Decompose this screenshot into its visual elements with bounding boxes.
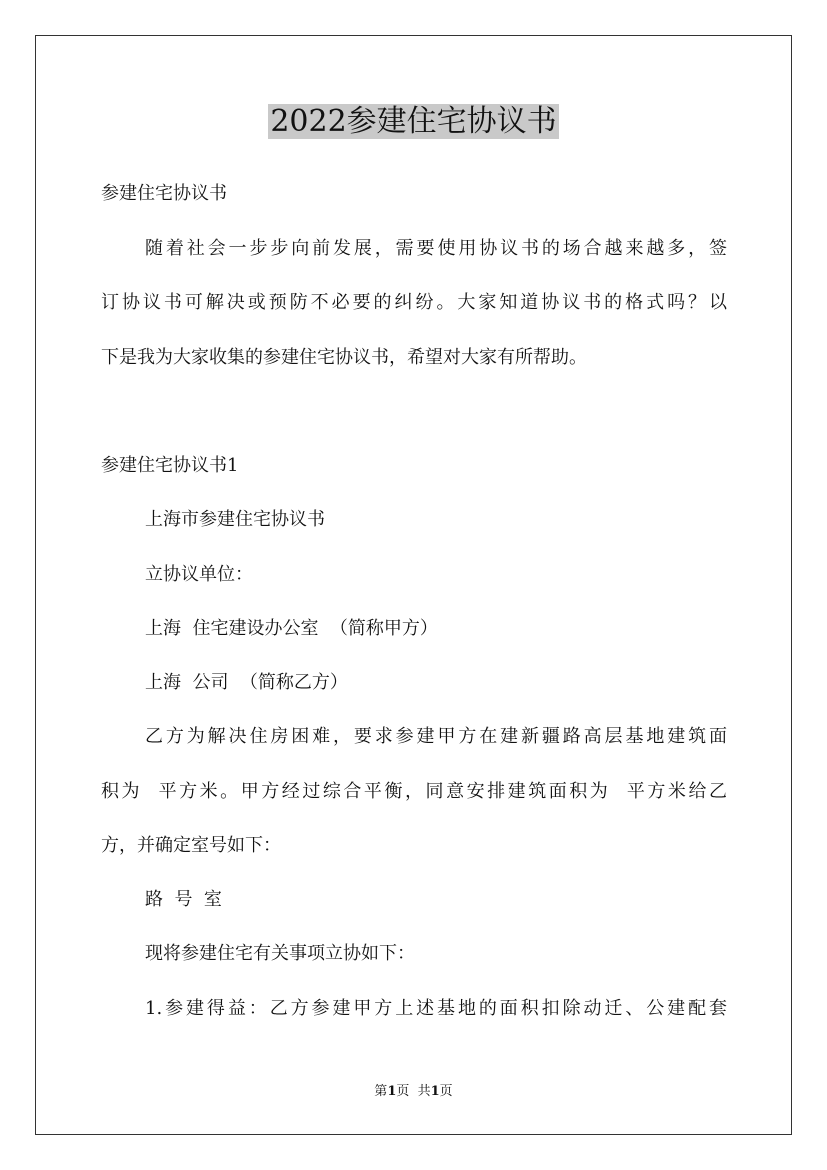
- page-footer: 第1页 共1页: [374, 1084, 453, 1099]
- paragraph-line: 随着社会一步步向前发展，需要使用协议书的场合越来越多，签: [145, 238, 727, 259]
- paragraph-line: 上海 住宅建设办公室 （简称甲方）: [145, 618, 438, 639]
- paragraph-line: 现将参建住宅有关事项立协如下：: [145, 943, 415, 964]
- page-number: 1: [387, 1084, 397, 1099]
- paragraph-line: 方，并确定室号如下：: [101, 835, 281, 856]
- paragraph-line: 立协议单位：: [145, 564, 253, 585]
- paragraph-line: 积为 平方米。甲方经过综合平衡，同意安排建筑面积为 平方米给乙: [101, 781, 727, 802]
- paragraph-line: 上海市参建住宅协议书: [145, 509, 325, 530]
- paragraph-line: 订协议书可解决或预防不必要的纠纷。大家知道协议书的格式吗？以: [101, 292, 727, 313]
- paragraph-line: 1.参建得益：乙方参建甲方上述基地的面积扣除动迁、公建配套: [145, 998, 727, 1019]
- paragraph-line: 路 号 室: [145, 889, 222, 910]
- paragraph-line: 下是我为大家收集的参建住宅协议书，希望对大家有所帮助。: [101, 347, 587, 368]
- section-heading: 参建住宅协议书1: [101, 455, 239, 476]
- section-heading: 参建住宅协议书: [101, 183, 227, 204]
- page-total: 1: [430, 1084, 440, 1099]
- paragraph-line: 上海 公司 （简称乙方）: [145, 672, 348, 693]
- paragraph-line: 乙方为解决住房困难，要求参建甲方在建新疆路高层基地建筑面: [145, 726, 727, 747]
- document-title: 2022参建住宅协议书: [270, 104, 557, 139]
